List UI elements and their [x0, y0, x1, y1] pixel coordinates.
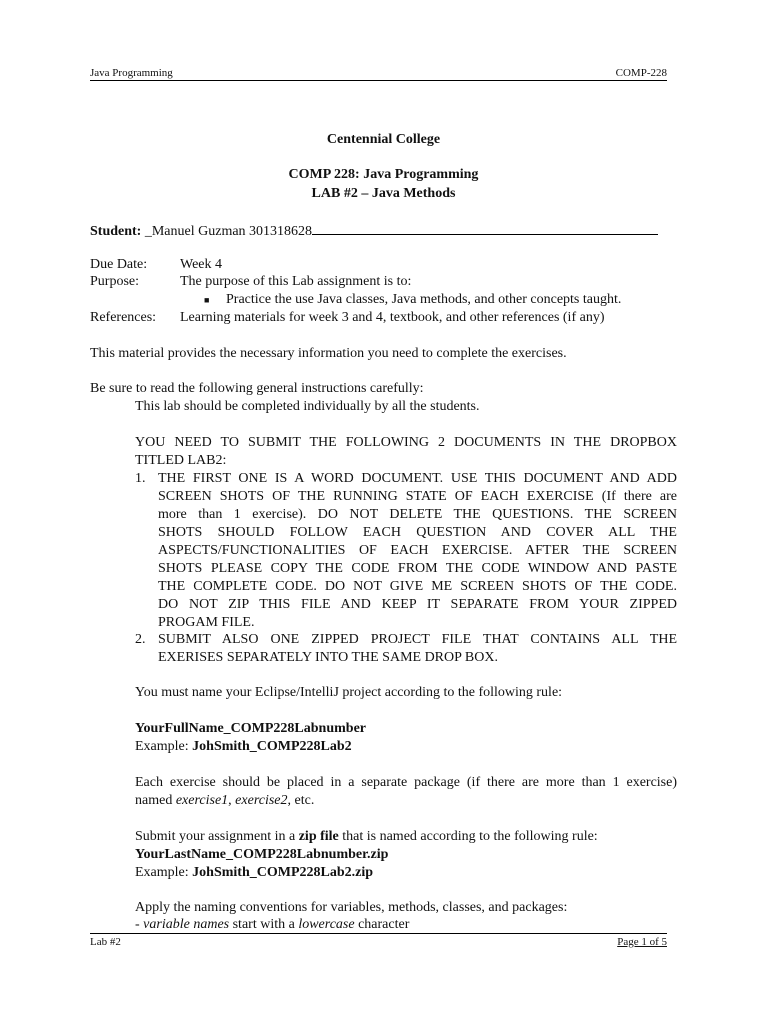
item1-line: SCREEN SHOTS OF THE RUNNING STATE OF EACH EXERCISE (If there are: [158, 489, 677, 504]
header-course-code: COMP-228: [615, 67, 667, 79]
variable-names-rule: [135, 916, 677, 934]
package-exercise1: exercise1: [175, 793, 229, 808]
purpose-label: Purpose:: [90, 274, 139, 289]
footer-lab-number: Lab #2: [90, 936, 121, 948]
page-header: [90, 66, 667, 81]
individual-note: This lab should be completed individually by all the students.: [135, 399, 480, 414]
zip-file-bold: zip file: [298, 829, 339, 844]
variable-rule-dash: -: [135, 917, 144, 932]
page-footer: [90, 933, 667, 948]
student-label: Student:: [90, 224, 142, 239]
submit-heading-line2: TITLED LAB2:: [135, 453, 227, 468]
zip-name-pattern: YourLastName_COMP228Labnumber.zip: [135, 847, 389, 862]
item1-line: THE COMPLETE CODE. DO NOT GIVE ME SCREEN SHOTS OF THE CODE.: [158, 579, 677, 594]
conventions-text: Apply the naming conventions for variables, methods, classes, and packages:: [135, 900, 568, 915]
lab-title: LAB #2 – Java Methods: [311, 186, 456, 201]
item1-line: SHOTS PLEASE COPY THE CODE FROM THE CODE WINDOW AND PASTE: [158, 561, 677, 576]
package-exercise2: exercise2: [235, 793, 288, 808]
due-date-value: Week 4: [180, 257, 223, 272]
zip-rule-pre: Submit your assignment in a: [135, 829, 299, 844]
example-label: Example:: [135, 739, 193, 754]
intro-paragraph: This material provides the necessary information you need to complete the exercises.: [90, 346, 567, 361]
references-label: References:: [90, 310, 157, 325]
square-bullet-icon: ■: [204, 295, 210, 305]
zip-example-value: JohSmith_COMP228Lab2.zip: [192, 865, 374, 880]
naming-rule-text: You must name your Eclipse/IntelliJ project according to the following rule:: [135, 685, 563, 700]
purpose-value: The purpose of this Lab assignment is to:: [180, 274, 412, 289]
item1-line: ASPECTS/FUNCTIONALITIES OF EACH EXERCISE. AFTER THE SCREEN: [158, 543, 677, 558]
footer-page-number: Page 1 of 5: [617, 936, 667, 948]
item1-line: THE FIRST ONE IS A WORD DOCUMENT. USE THIS DOCUMENT AND ADD: [158, 471, 677, 486]
item2-line: EXERISES SEPARATELY INTO THE SAME DROP BOX.: [158, 650, 498, 665]
zip-example: [135, 864, 677, 882]
package-named-text: named: [135, 793, 176, 808]
item1-line: DO NOT ZIP THIS FILE AND KEEP IT SEPARATE FROM YOUR ZIPPED: [158, 597, 677, 612]
variable-rule-post: character: [354, 917, 410, 932]
header-course-name: Java Programming: [90, 67, 173, 79]
item1-line: SHOTS SHOULD FOLLOW EACH QUESTION AND COVER ALL THE: [158, 525, 677, 540]
instructions-lead: Be sure to read the following general instructions carefully:: [90, 381, 424, 396]
references-value: Learning materials for week 3 and 4, textbook, and other references (if any): [180, 310, 605, 325]
package-line1: Each exercise should be placed in a separate package (if there are more than 1 exercise): [135, 775, 677, 790]
item1-line: PROGAM FILE.: [158, 615, 255, 630]
college-title: Centennial College: [326, 132, 441, 147]
student-name: _Manuel Guzman 301318628: [141, 224, 313, 239]
submit-heading-line1: YOU NEED TO SUBMIT THE FOLLOWING 2 DOCUMENTS IN THE DROPBOX: [135, 435, 677, 450]
item2-number: 2.: [135, 632, 146, 647]
purpose-bullet-text: Practice the use Java classes, Java methods, and other concepts taught.: [226, 292, 622, 307]
student-underline: [312, 220, 658, 235]
due-date-label: Due Date:: [90, 257, 148, 272]
student-row: [90, 220, 677, 241]
item1-text: [158, 470, 677, 632]
package-separator: ,: [228, 793, 236, 808]
project-example-value: JohSmith_COMP228Lab2: [192, 739, 352, 754]
zip-rule-text: [135, 828, 677, 846]
lowercase-italic: lowercase: [298, 917, 355, 932]
project-name-pattern: YourFullName_COMP228Labnumber: [135, 721, 366, 736]
item1-number: 1.: [135, 471, 146, 486]
project-example: [135, 738, 677, 756]
item1-line: more than 1 exercise). DO NOT DELETE THE QUESTIONS. THE SCREEN: [158, 507, 677, 522]
package-line2: [135, 792, 677, 810]
item2-text: [158, 631, 677, 667]
package-etc: , etc.: [287, 793, 315, 808]
item2-line: SUBMIT ALSO ONE ZIPPED PROJECT FILE THAT CONTAINS ALL THE: [158, 632, 677, 647]
zip-rule-post: that is named according to the following rule:: [338, 829, 598, 844]
example-label: Example:: [135, 865, 193, 880]
variable-rule-mid: start with a: [229, 917, 299, 932]
variable-names-italic: variable names: [143, 917, 230, 932]
course-title: COMP 228: Java Programming: [288, 167, 479, 182]
